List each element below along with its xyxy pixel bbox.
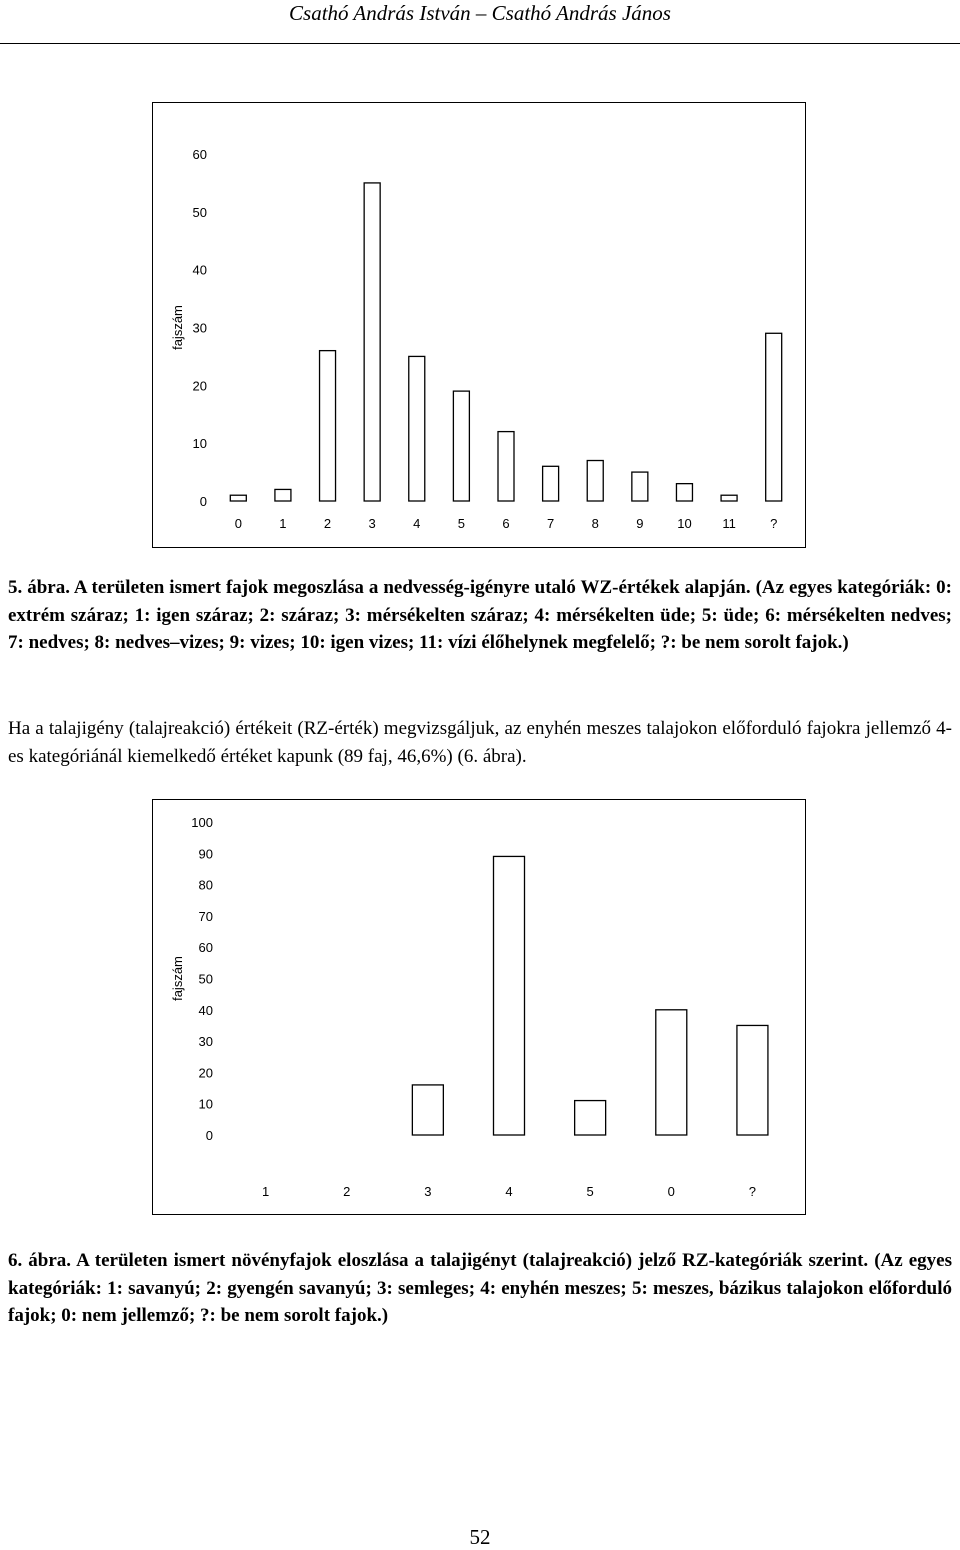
y-tick-label: 30 xyxy=(192,320,207,336)
bar xyxy=(632,472,648,501)
y-tick-label: 20 xyxy=(192,378,207,394)
header-divider xyxy=(0,43,960,44)
x-tick-label: 6 xyxy=(502,516,510,531)
bar xyxy=(364,183,380,501)
figure-6-caption-text: 6. ábra. A területen ismert növényfajok eloszlása a talajigényt (talajreakció) jelző RZ-kategóriák szerint. (Az egyes kategóriák: 1: savanyú; 2: gyengén savanyú; 3: semleges; 4: enyhén meszes; 5: meszes, bázikus talajokon előforduló fajok; 0: nem jellemző; ?: be nem sorolt fajok.) xyxy=(8,1250,952,1326)
y-tick-label: 60 xyxy=(192,147,207,162)
y-tick-label: 50 xyxy=(198,971,213,987)
x-tick-label: 4 xyxy=(505,1184,513,1199)
bar xyxy=(409,356,425,501)
y-tick-label: 40 xyxy=(198,1002,213,1018)
y-tick-label: 0 xyxy=(199,494,207,509)
x-tick-label: 7 xyxy=(546,516,555,531)
y-tick-label: 90 xyxy=(198,846,213,862)
x-tick-label: 3 xyxy=(424,1184,432,1199)
figure-6-caption xyxy=(8,1247,952,1330)
y-tick-label: 80 xyxy=(198,877,213,893)
bar xyxy=(721,495,737,501)
bar xyxy=(587,461,603,501)
x-tick-label: 1 xyxy=(261,1184,270,1199)
bar xyxy=(498,432,514,501)
x-tick-label: 11 xyxy=(722,516,736,531)
y-tick-label: 50 xyxy=(192,204,207,220)
bar xyxy=(575,1101,606,1135)
bar xyxy=(494,856,525,1135)
figure-5-chart xyxy=(152,102,806,548)
figure-5-caption xyxy=(8,574,952,657)
x-tick-label: 4 xyxy=(413,516,421,531)
x-tick-label: 8 xyxy=(591,516,599,531)
body-paragraph: Ha a talajigény (talajreakció) értékeit (RZ-érték) megvizsgáljuk, az enyhén meszes talajokon előforduló fajokra jellemző 4-es kategóriánál kiemelkedő értéket kapunk (89 faj, 46,6%) (6. ábra). xyxy=(8,718,952,767)
figure-5-caption-title: 5. ábra. A területen ismert fajok megoszlása a nedvesség-igényre utaló WZ-értékek alapján. xyxy=(8,577,751,598)
x-tick-label: 9 xyxy=(636,516,644,531)
y-tick-label: 0 xyxy=(205,1128,213,1143)
y-tick-label: 10 xyxy=(198,1096,213,1112)
y-tick-label: 20 xyxy=(198,1065,213,1081)
x-tick-label: ? xyxy=(770,516,778,531)
page-number: 52 xyxy=(469,1525,491,1549)
x-tick-label: 2 xyxy=(323,516,332,531)
x-tick-label: 10 xyxy=(677,516,692,531)
x-tick-label: 0 xyxy=(234,516,242,531)
y-tick-label: 10 xyxy=(192,436,207,452)
x-tick-label: 0 xyxy=(667,1184,675,1199)
x-tick-label: 5 xyxy=(586,1184,594,1199)
y-tick-label: 60 xyxy=(198,940,213,956)
x-tick-label: ? xyxy=(748,1184,757,1199)
y-tick-label: 30 xyxy=(198,1034,213,1050)
x-tick-label: 5 xyxy=(457,516,466,531)
y-tick-label: 70 xyxy=(198,908,213,924)
bar xyxy=(676,484,692,501)
x-tick-label: 1 xyxy=(279,516,287,531)
bar xyxy=(737,1025,768,1135)
bar xyxy=(412,1085,443,1135)
y-axis-label: fajszám xyxy=(170,956,185,1001)
bar xyxy=(230,495,246,501)
figure-5-caption-details: (Az egyes kategóriák: 0: extrém száraz; 1: igen száraz; 2: száraz; 3: mérsékelten száraz; 4: mérsékelten üde; 5: üde; 6: mérsékelten nedves; 7: nedves; 8: nedves–vizes; 9: vizes; 10: igen vizes; 11: vízi élőhelynek megfelelő; ?: be nem sorolt fajok.) xyxy=(8,577,952,653)
y-tick-label: 100 xyxy=(191,815,213,830)
figure-5-svg xyxy=(153,103,805,547)
bar xyxy=(320,351,336,501)
y-tick-label: 40 xyxy=(192,262,207,278)
bar xyxy=(766,333,782,501)
bar xyxy=(453,391,469,501)
bar xyxy=(543,466,559,501)
bar xyxy=(656,1010,687,1135)
x-tick-label: 3 xyxy=(368,516,376,531)
figure-6-chart xyxy=(152,799,806,1215)
running-header: Csathó András István – Csathó András János xyxy=(289,1,671,25)
x-tick-label: 2 xyxy=(343,1184,351,1199)
y-axis-label: fajszám xyxy=(170,305,185,350)
figure-6-svg xyxy=(153,800,805,1214)
bar xyxy=(275,489,291,501)
